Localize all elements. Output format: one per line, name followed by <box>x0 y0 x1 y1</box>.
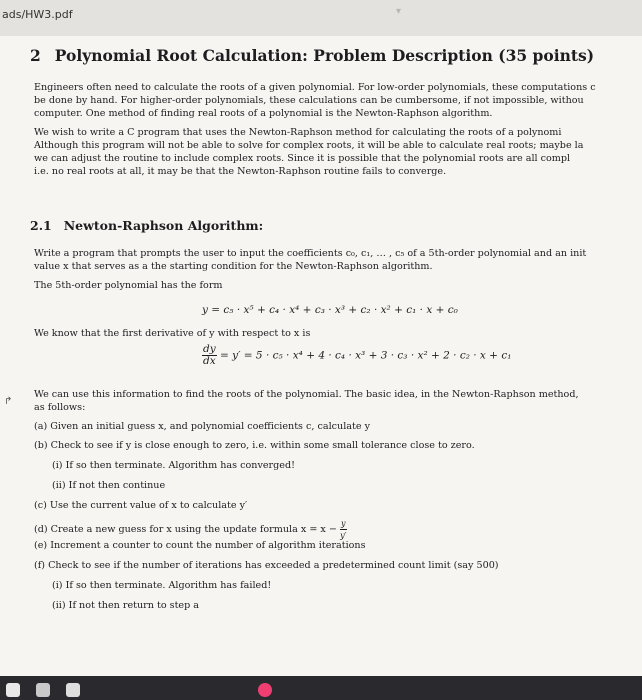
use-line-1: We can use this information to find the roots of the polynomial. The basic idea, in the Newton-Raphson method, <box>34 389 579 400</box>
update-denominator: y′ <box>340 531 347 540</box>
step-d <box>34 518 347 541</box>
taskbar <box>0 676 642 700</box>
file-path: ads/HW3.pdf <box>2 8 73 21</box>
derivative-equation <box>202 344 511 367</box>
app-icon-3[interactable] <box>66 683 80 697</box>
step-b-i: (i) If so then terminate. Algorithm has converged! <box>52 460 295 471</box>
step-f: (f) Check to see if the number of iterations has exceeded a predetermined count limit (say 500) <box>34 560 499 571</box>
para3-line-1: Write a program that prompts the user to input the coefficients c₀, c₁, … , c₅ of a 5th-order polynomial and an init <box>34 248 587 259</box>
step-e: (e) Increment a counter to count the number of algorithm iterations <box>34 540 366 551</box>
derivative-rhs: = y′ = 5 · c₅ · x⁴ + 4 · c₄ · x³ + 3 · c₃ · x² + 2 · c₂ · x + c₁ <box>220 349 512 362</box>
step-f-i: (i) If so then terminate. Algorithm has failed! <box>52 580 272 591</box>
pdf-page <box>0 36 642 676</box>
subsection-title: Newton-Raphson Algorithm: <box>63 218 264 233</box>
step-d-text: (d) Create a new guess for x using the update formula x = x − <box>34 524 337 535</box>
step-a: (a) Given an initial guess x, and polynomial coefficients c, calculate y <box>34 421 371 432</box>
step-b-ii: (ii) If not then continue <box>52 480 166 491</box>
app-icon-4[interactable] <box>258 683 272 697</box>
para2-line-1: We wish to write a C program that uses the Newton-Raphson method for calculating the roots of a polynomi <box>34 127 562 138</box>
intro-line-3: computer. One method of finding real roots of a polynomial is the Newton-Raphson algorithm. <box>34 108 493 119</box>
step-b: (b) Check to see if y is close enough to zero, i.e. within some small tolerance close to zero. <box>34 440 475 451</box>
mouse-cursor-icon: ↱ <box>4 396 13 407</box>
para2-line-4: i.e. no real roots at all, it may be that the Newton-Raphson routine fails to converge. <box>34 166 447 177</box>
subsection-heading <box>30 218 263 233</box>
para3-line-2: value x that serves as a the starting condition for the Newton-Raphson algorithm. <box>34 261 433 272</box>
update-numerator: y <box>341 519 346 528</box>
form-line: The 5th-order polynomial has the form <box>34 280 223 291</box>
derivative-line: We know that the first derivative of y with respect to x is <box>34 328 311 339</box>
subsection-number: 2.1 <box>30 218 52 233</box>
polynomial-equation: y = c₅ · x⁵ + c₄ · x⁴ + c₃ · x³ + c₂ · x² + c₁ · x + c₀ <box>202 304 458 316</box>
viewer-toolbar <box>0 0 642 37</box>
step-f-ii: (ii) If not then return to step a <box>52 600 200 611</box>
section-title: Polynomial Root Calculation: Problem Description (35 points) <box>54 46 595 65</box>
update-fraction <box>340 518 347 541</box>
use-line-2: as follows: <box>34 402 86 413</box>
app-icon-1[interactable] <box>6 683 20 697</box>
para2-line-2: Although this program will not be able to solve for complex roots, it will be able to calculate real roots; maybe la <box>34 140 584 151</box>
fraction-denominator: dx <box>203 355 216 367</box>
para2-line-3: we can adjust the routine to include complex roots. Since it is possible that the polynomial roots are all compl <box>34 153 571 164</box>
intro-line-1: Engineers often need to calculate the roots of a given polynomial. For low-order polynomials, these computations c <box>34 82 596 93</box>
dy-dx-fraction <box>202 344 217 367</box>
step-c: (c) Use the current value of x to calculate y′ <box>34 500 248 511</box>
fraction-numerator: dy <box>203 343 216 355</box>
chevron-down-icon[interactable]: ▾ <box>396 6 402 17</box>
app-icon-2[interactable] <box>36 683 50 697</box>
intro-line-2: be done by hand. For higher-order polynomials, these calculations can be cumbersome, if not impossible, withou <box>34 95 584 106</box>
section-number: 2 <box>30 46 41 65</box>
section-heading <box>30 46 594 65</box>
